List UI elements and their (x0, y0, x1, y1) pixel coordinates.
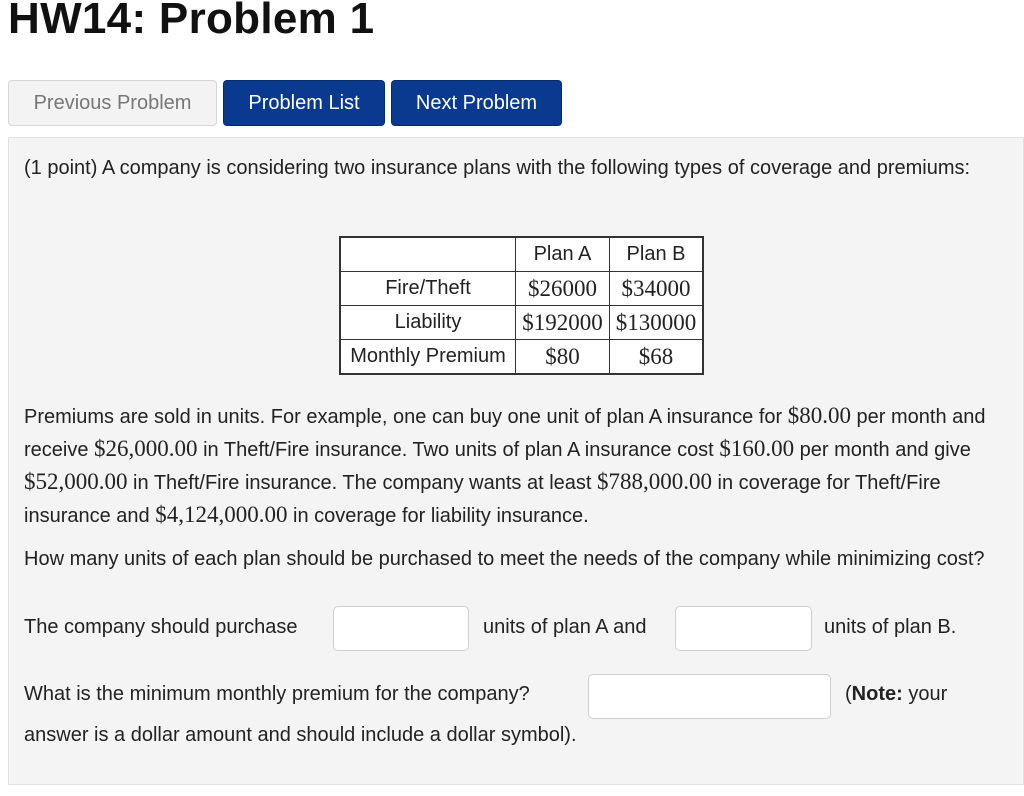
table-row (340, 272, 703, 306)
explanation-text: per month and give (794, 439, 971, 461)
min-premium-input[interactable] (588, 674, 831, 719)
premium-question: What is the minimum monthly premium for the company? (24, 683, 530, 705)
explanation-text: Premiums are sold in units. For example, one can buy one unit of plan A insurance for (24, 406, 788, 428)
table-header-blank (340, 237, 516, 272)
problem-intro: (1 point) A company is considering two insurance plans with the following types of coverage and premiums: (24, 157, 971, 179)
table-cell-plan-a: $26000 (516, 272, 610, 306)
problem-body (8, 137, 1024, 785)
note-text: your (902, 683, 948, 705)
money-value: $4,124,000.00 (155, 502, 288, 527)
table-cell-plan-a: $192000 (516, 306, 610, 340)
table-row (340, 340, 703, 375)
table-cell-plan-b: $34000 (610, 272, 704, 306)
table-header-plan-b: Plan B (610, 237, 704, 272)
plan-b-units-input[interactable] (675, 606, 812, 651)
units-question: How many units of each plan should be purchased to meet the needs of the company while minimizing cost? (24, 548, 985, 570)
table-cell-plan-b: $130000 (610, 306, 704, 340)
money-value: $788,000.00 (597, 469, 712, 494)
table-header-row (340, 237, 703, 272)
money-value: $80.00 (787, 403, 851, 428)
explanation-text: in coverage for liability insurance. (287, 505, 589, 527)
previous-problem-button[interactable]: Previous Problem (8, 80, 217, 126)
purchase-mid: units of plan A and (483, 616, 647, 638)
money-value: $26,000.00 (94, 436, 198, 461)
table-row (340, 306, 703, 340)
problem-nav (8, 80, 562, 126)
table-row-label: Liability (340, 306, 516, 340)
table-row-label: Monthly Premium (340, 340, 516, 375)
explanation-text: in coverage for Theft/Fire insurance and (24, 472, 941, 527)
money-value: $52,000.00 (24, 469, 128, 494)
money-value: $160.00 (719, 436, 795, 461)
answer-note (845, 679, 947, 710)
table-row-label: Fire/Theft (340, 272, 516, 306)
table-header-plan-a: Plan A (516, 237, 610, 272)
problem-list-button[interactable]: Problem List (223, 80, 385, 126)
answer-note-continued: answer is a dollar amount and should include a dollar symbol). (24, 724, 577, 746)
table-cell-plan-b: $68 (610, 340, 704, 375)
purchase-prefix: The company should purchase (24, 616, 298, 638)
explanation-text: per month and receive (24, 406, 986, 461)
table-cell-plan-a: $80 (516, 340, 610, 375)
coverage-table (339, 236, 704, 375)
explanation-text: in Theft/Fire insurance. The company wants at least (127, 472, 597, 494)
note-label: Note: (851, 683, 903, 705)
problem-explanation (24, 400, 1019, 532)
explanation-text: in Theft/Fire insurance. Two units of plan A insurance cost (197, 439, 720, 461)
next-problem-button[interactable]: Next Problem (391, 80, 562, 126)
plan-a-units-input[interactable] (333, 606, 469, 651)
purchase-suffix: units of plan B. (824, 616, 957, 638)
page-title: HW14: Problem 1 (8, 0, 375, 43)
note-open-paren: ( (845, 683, 852, 705)
